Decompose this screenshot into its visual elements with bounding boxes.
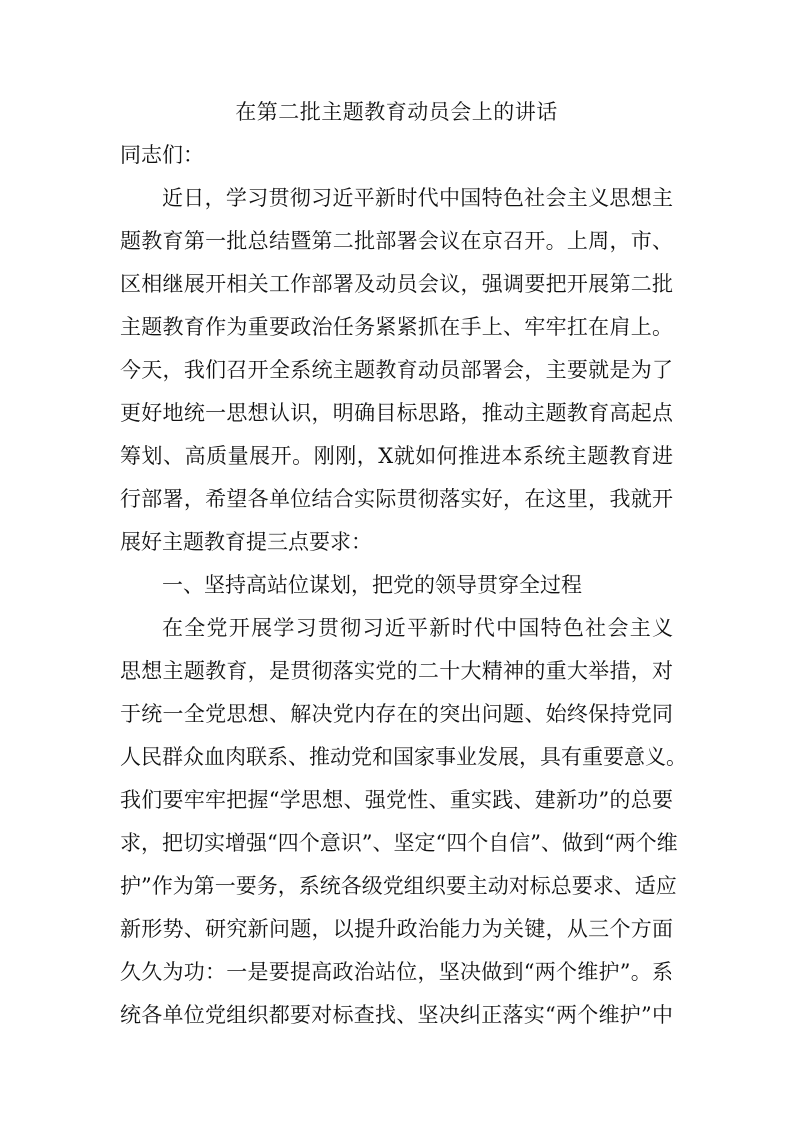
paragraph-2-line: 在全党开展学习贯彻习近平新时代中国特色社会主义 <box>162 616 673 640</box>
salutation: 同志们： <box>120 143 204 167</box>
paragraph-2-line: 于统一全党思想、解决党内存在的突出问题、始终保持党同 <box>120 702 673 726</box>
section-1-heading: 一、坚持高站位谋划，把党的领导贯穿全过程 <box>162 573 582 597</box>
paragraph-1-line: 题教育第一批总结暨第二批部署会议在京召开。上周，市、 <box>120 229 673 253</box>
paragraph-1-line: 近日，学习贯彻习近平新时代中国特色社会主义思想主 <box>162 186 673 210</box>
paragraph-1-line: 更好地统一思想认识，明确目标思路，推动主题教育高起点 <box>120 401 673 425</box>
paragraph-2-line: 求，把切实增强“四个意识”、坚定“四个自信”、做到“两个维 <box>120 831 678 855</box>
paragraph-2-line: 久久为功：一是要提高政治站位，坚决做到“两个维护”。系 <box>120 960 673 984</box>
paragraph-2-line: 护”作为第一要务，系统各级党组织要主动对标总要求、适应 <box>120 874 677 898</box>
paragraph-1-line: 主题教育作为重要政治任务紧紧抓在手上、牢牢扛在肩上。 <box>120 315 673 339</box>
document-title: 在第二批主题教育动员会上的讲话 <box>235 100 558 124</box>
paragraph-1-line: 区相继展开相关工作部署及动员会议，强调要把开展第二批 <box>120 272 673 296</box>
paragraph-1-line: 筹划、高质量展开。刚刚，X就如何推进本系统主题教育进 <box>120 444 673 468</box>
paragraph-2-line: 人民群众血肉联系、推动党和国家事业发展，具有重要意义。 <box>120 745 687 769</box>
paragraph-2-line: 统各单位党组织都要对标查找、坚决纠正落实“两个维护”中 <box>120 1003 673 1027</box>
paragraph-2-line: 思想主题教育，是贯彻落实党的二十大精神的重大举措，对 <box>120 659 673 683</box>
paragraph-1-line: 展好主题教育提三点要求： <box>120 530 372 554</box>
paragraph-1-line: 行部署，希望各单位结合实际贯彻落实好，在这里，我就开 <box>120 487 673 511</box>
paragraph-2-line: 我们要牢牢把握“学思想、强党性、重实践、建新功”的总要 <box>120 788 673 812</box>
paragraph-2-line: 新形势、研究新问题，以提升政治能力为关键，从三个方面 <box>120 917 673 941</box>
paragraph-1-line: 今天，我们召开全系统主题教育动员部署会，主要就是为了 <box>120 358 673 382</box>
